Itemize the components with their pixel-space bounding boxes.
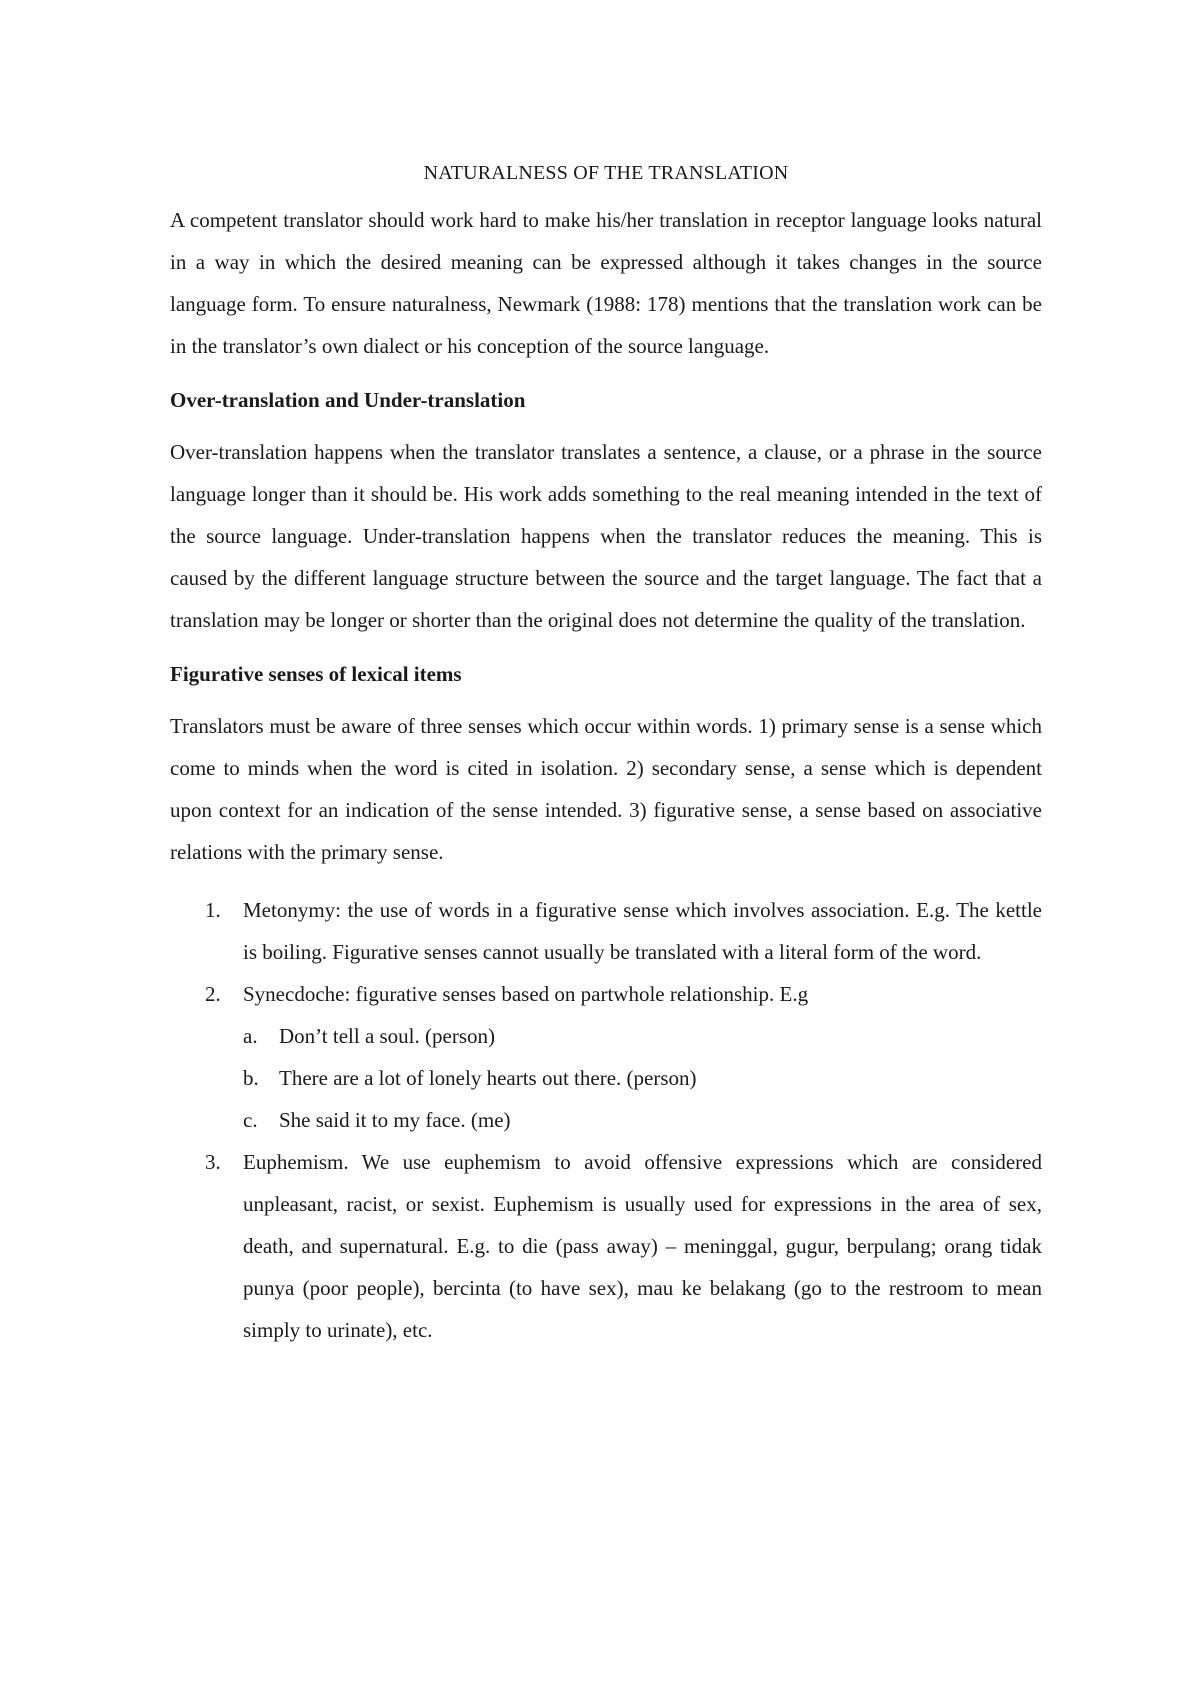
intro-paragraph: A competent translator should work hard to make his/her translation in receptor language looks natural in a way in which the desired meaning can be expressed although it takes changes in the source language form. To ensure naturalness, Newmark (1988: 178) mentions that the translation work can be in the translator’s own dialect or his conception of the source language. xyxy=(170,208,1042,358)
list-number: 3. xyxy=(205,1150,221,1174)
sub-list-item xyxy=(243,1057,1042,1099)
section-heading-figurative-senses: Figurative senses of lexical items xyxy=(170,662,462,686)
list-item-text: Metonymy: the use of words in a figurative sense which involves association. E.g. The kettle is boiling. Figurative senses cannot usually be translated with a literal form of the word. xyxy=(243,898,1042,964)
list-item-metonymy xyxy=(170,889,1042,973)
list-item-synecdoche xyxy=(170,973,1042,1141)
sub-list-letter: a. xyxy=(243,1024,258,1048)
sub-list-item-text: Don’t tell a soul. (person) xyxy=(279,1024,495,1048)
document-title: NATURALNESS OF THE TRANSLATION xyxy=(423,162,789,184)
sub-list-item-text: She said it to my face. (me) xyxy=(279,1108,511,1132)
figurative-senses-paragraph: Translators must be aware of three senses which occur within words. 1) primary sense is a sense which come to minds when the word is cited in isolation. 2) secondary sense, a sense which is dependent upon context for an indication of the sense intended. 3) figurative sense, a sense based on associative relations with the primary sense. xyxy=(170,714,1042,864)
list-item-text: Synecdoche: figurative senses based on partwhole relationship. E.g xyxy=(243,982,809,1006)
sub-list-letter: b. xyxy=(243,1066,259,1090)
list-item-text: Euphemism. We use euphemism to avoid offensive expressions which are considered unpleasant, racist, or sexist. Euphemism is usually used for expressions in the area of sex, death, and supernatural. E.g. to die (pass away) – meninggal, gugur, berpulang; orang tidak punya (poor people), bercinta (to have sex), mau ke belakang (go to the restroom to mean simply to urinate), etc. xyxy=(243,1150,1042,1342)
sub-list-item-text: There are a lot of lonely hearts out there. (person) xyxy=(279,1066,697,1090)
synecdoche-examples-list xyxy=(243,1015,1042,1141)
sub-list-item xyxy=(243,1015,1042,1057)
list-number: 1. xyxy=(205,898,221,922)
figurative-senses-list xyxy=(170,889,1042,1351)
over-under-translation-paragraph: Over-translation happens when the translator translates a sentence, a clause, or a phrase in the source language longer than it should be. His work adds something to the real meaning intended in the text of the source language. Under-translation happens when the translator reduces the meaning. This is caused by the different language structure between the source and the target language. The fact that a translation may be longer or shorter than the original does not determine the quality of the translation. xyxy=(170,440,1042,632)
list-number: 2. xyxy=(205,982,221,1006)
sub-list-item xyxy=(243,1099,1042,1141)
section-heading-over-under-translation: Over-translation and Under-translation xyxy=(170,388,526,412)
list-item-euphemism xyxy=(170,1141,1042,1351)
sub-list-letter: c. xyxy=(243,1108,258,1132)
document-page xyxy=(170,158,1042,1351)
